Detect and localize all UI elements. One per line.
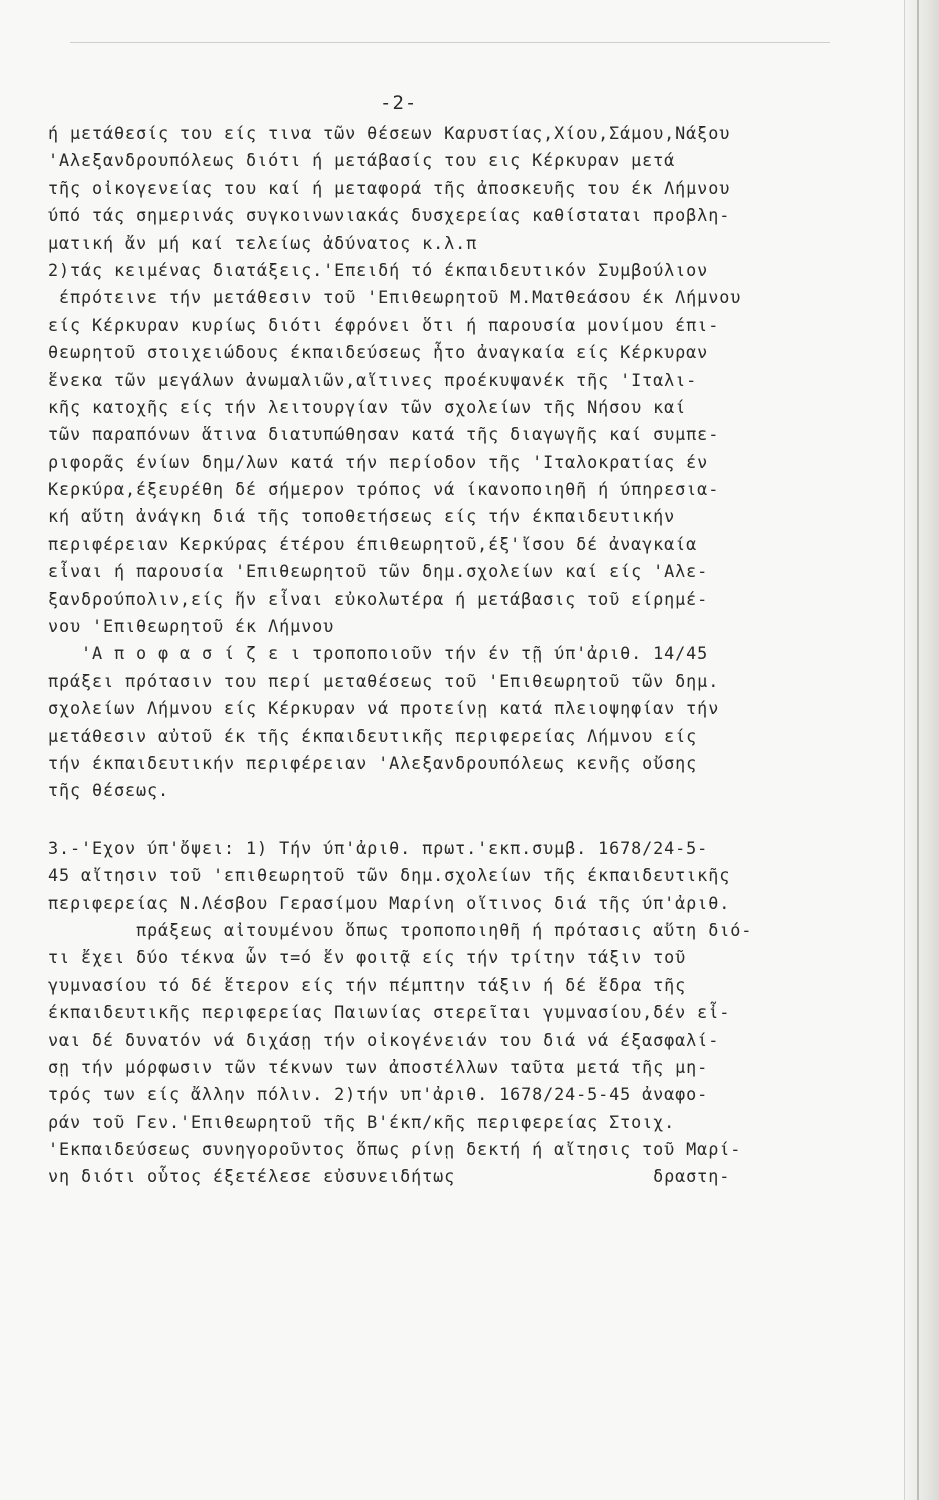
text-line: 2)τάς κειμένας διατάξεις.'Επειδή τό έκπαιδευτικόν Συμβούλιον — [48, 259, 709, 280]
text-line: ἕνεκα τῶν μεγάλων ἀνωμαλιῶν,αἵτινες προέκυψανέκ τῆς 'Ιταλι- — [48, 369, 698, 390]
text-line: είς Κέρκυραν κυρίως διότι έφρόνει ὅτι ή παρουσία μονίμου έπι- — [48, 314, 720, 335]
text-line: έκπαιδευτικῆς περιφερείας Παιωνίας στερεῖται γυμνασίου,δέν εἶ- — [48, 1002, 731, 1023]
text-line: περιφερείας Ν.Λέσβου Γερασίμου Μαρίνη οἵτινος διά τῆς ύπ'ἀριθ. — [48, 892, 731, 913]
text-line: 'Αλεξανδρουπόλεως διότι ή μετάβασίς του εις Κέρκυραν μετά — [48, 150, 676, 171]
text-line: νη διότι οὗτος έξετέλεσε εὐσυνειδήτως δραστη- — [48, 1166, 731, 1187]
text-line: τῆς θέσεως. — [48, 780, 170, 801]
page-edge-line — [917, 0, 919, 1500]
text-line: 'Εκπαιδεύσεως συνηγοροῦντος ὅπως ρίνῃ δεκτή ή αἴτησις τοῦ Μαρί- — [48, 1139, 742, 1160]
text-line: ναι δέ δυνατόν νά διχάσῃ τήν οἰκογένειάν του διά νά έξασφαλί- — [48, 1029, 720, 1050]
top-rule — [70, 42, 830, 43]
page-number: -2- — [380, 92, 418, 114]
text-line: κῆς κατοχῆς είς τήν λειτουργίαν τῶν σχολείων τῆς Νήσου καί — [48, 396, 687, 417]
page-edge-shadow — [904, 0, 939, 1500]
text-line: περιφέρειαν Κερκύρας έτέρου έπιθεωρητοῦ,έξ'ἴσου δέ ἀναγκαία — [48, 533, 698, 554]
text-line: πράξει πρότασιν του περί μεταθέσεως τοῦ 'Επιθεωρητοῦ τῶν δημ. — [48, 670, 720, 691]
text-line: ύπό τάς σημερινάς συγκοινωνιακάς δυσχερείας καθίσταται προβλη- — [48, 205, 731, 226]
text-line: σχολείων Λήμνου είς Κέρκυραν νά προτείνῃ κατά πλειοψηφίαν τήν — [48, 698, 720, 719]
text-line: τῆς οἰκογενείας του καί ή μεταφορά τῆς ἀποσκευῆς του έκ Λήμνου — [48, 177, 731, 198]
text-line: τήν έκπαιδευτικήν περιφέρειαν 'Αλεξανδρουπόλεως κενῆς οὔσης — [48, 752, 698, 773]
text-line: 3.-'Εχον ύπ'ὄψει: 1) Τήν ύπ'ἀριθ. πρωτ.'εκπ.συμβ. 1678/24-5- — [48, 837, 709, 858]
text-line: τρός των είς ἄλλην πόλιν. 2)τήν υπ'ἀριθ. 1678/24-5-45 ἀναφο- — [48, 1084, 709, 1105]
text-line: θεωρητοῦ στοιχειώδους έκπαιδεύσεως ἦτο ἀναγκαία είς Κέρκυραν — [48, 342, 709, 363]
text-line: έπρότεινε τήν μετάθεσιν τοῦ 'Επιθεωρητοῦ Μ.Ματθεάσου έκ Λήμνου — [48, 287, 742, 308]
document-body — [48, 120, 898, 1191]
text-line: 'Α π ο φ α σ ί ζ ε ι τροποποιοῦν τήν έν τῇ ύπ'ἀριθ. 14/45 — [48, 643, 709, 664]
text-line: κή αὕτη ἀνάγκη διά τῆς τοποθετήσεως είς τήν έκπαιδευτικήν — [48, 506, 676, 527]
text-line: σῃ τήν μόρφωσιν τῶν τέκνων των ἀποστέλλων ταῦτα μετά τῆς μη- — [48, 1056, 709, 1077]
text-line: γυμνασίου τό δέ ἕτερον είς τήν πέμπτην τάξιν ή δέ ἕδρα τῆς — [48, 974, 687, 995]
text-line: 45 αἴτησιν τοῦ 'επιθεωρητοῦ τῶν δημ.σχολείων τῆς έκπαιδευτικῆς — [48, 865, 731, 886]
text-line: νου 'Επιθεωρητοῦ έκ Λήμνου — [48, 616, 335, 637]
text-line: ξανδρούπολιν,είς ἥν εἶναι εὐκολωτέρα ή μετάβασις τοῦ είρημέ- — [48, 588, 709, 609]
text-line: πράξεως αἰτουμένου ὅπως τροποποιηθῆ ή πρότασις αὕτη διό- — [48, 919, 753, 940]
text-line: ράν τοῦ Γεν.'Επιθεωρητοῦ τῆς Β'έκπ/κῆς περιφερείας Στοιχ. — [48, 1111, 676, 1132]
text-line: ριφορᾶς ένίων δημ/λων κατά τήν περίοδον τῆς 'Ιταλοκρατίας έν — [48, 451, 709, 472]
text-line: μετάθεσιν αὐτοῦ έκ τῆς έκπαιδευτικῆς περιφερείας Λήμνου είς — [48, 725, 698, 746]
text-line: τῶν παραπόνων ἅτινα διατυπώθησαν κατά τῆς διαγωγῆς καί συμπε- — [48, 424, 720, 445]
text-line: εἶναι ή παρουσία 'Επιθεωρητοῦ τῶν δημ.σχολείων καί είς 'Αλε- — [48, 561, 709, 582]
text-line: τι ἔχει δύο τέκνα ὧν τ=ό ἕν φοιτᾷ είς τήν τρίτην τάξιν τοῦ — [48, 947, 687, 968]
text-line: ή μετάθεσίς του είς τινα τῶν θέσεων Καρυστίας,Χίου,Σάμου,Νάξου — [48, 123, 731, 143]
text-line: Κερκύρα,έξευρέθη δέ σήμερον τρόπος νά ίκανοποιηθῆ ή ύπηρεσια- — [48, 479, 720, 500]
paragraph-gap — [48, 805, 898, 835]
text-line: ματική ἄν μή καί τελείως ἀδύνατος κ.λ.π — [48, 232, 478, 253]
